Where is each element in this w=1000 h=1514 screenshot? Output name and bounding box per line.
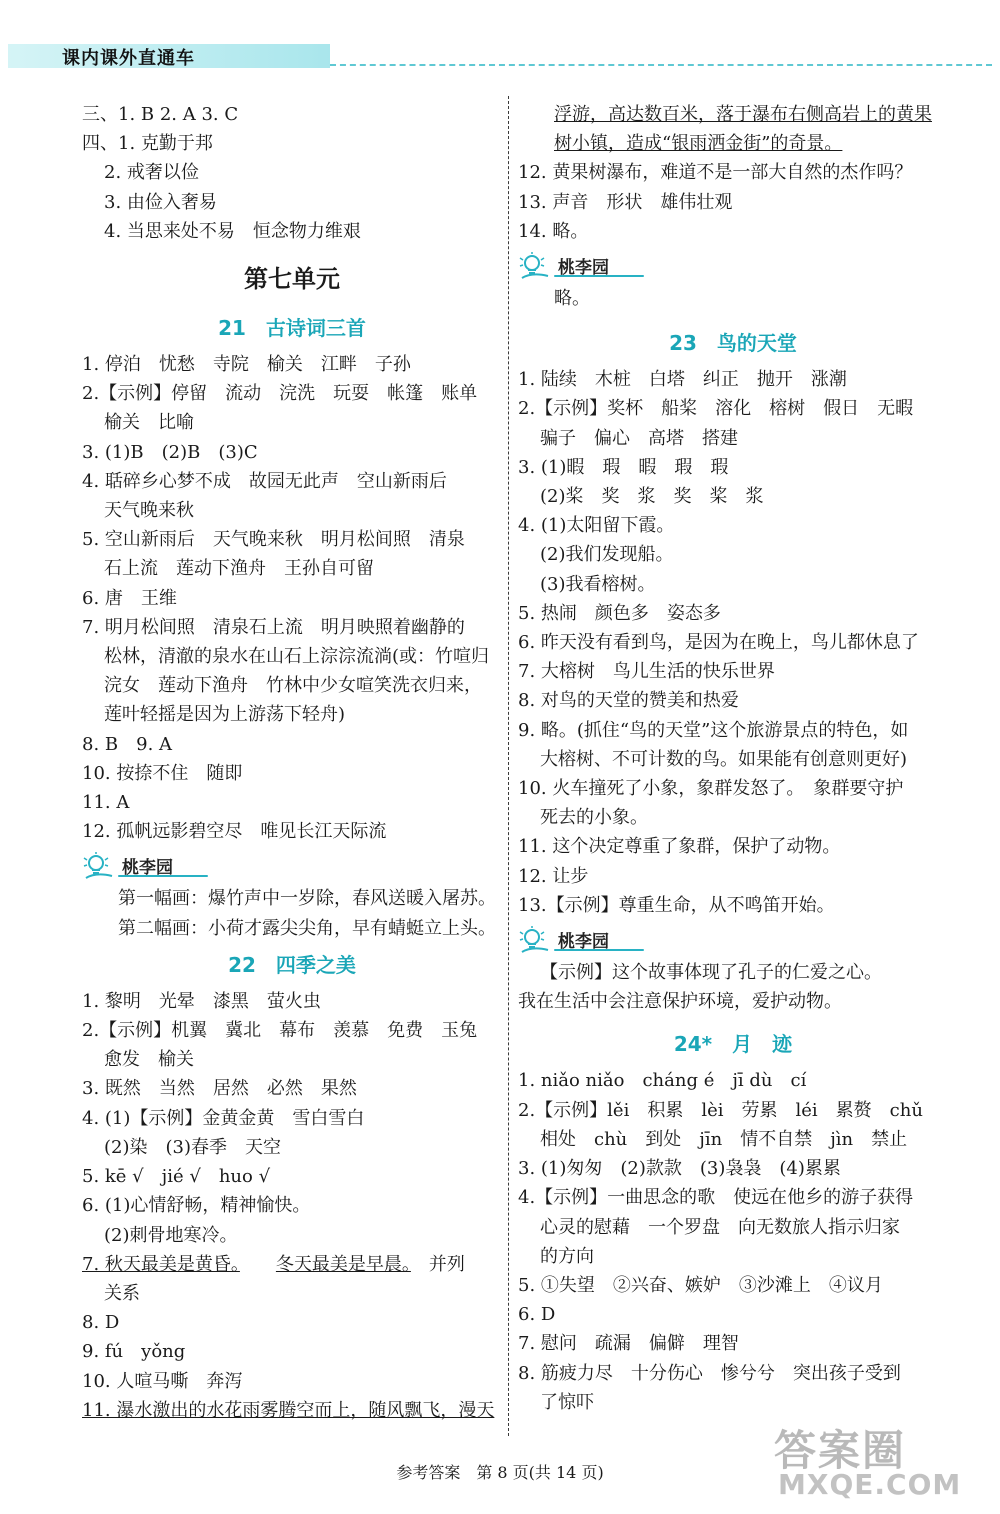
answer-line: 6. 昨天没有看到鸟，是因为在晚上，鸟儿都休息了 xyxy=(518,632,919,654)
answer-line: 1. niǎo niǎo cháng é jī dù cí xyxy=(518,1070,807,1092)
taoliyuan-label: 桃李园 xyxy=(558,258,609,279)
answer-line: 6. (1)心情舒畅，精神愉快。 xyxy=(82,1195,311,1217)
lesson-title: 四季之美 xyxy=(275,952,356,977)
answer-line: 松林，清澈的泉水在山石上淙淙流淌(或：竹喧归 xyxy=(104,646,490,668)
lesson-number: 24* xyxy=(673,1032,713,1057)
bulb-icon xyxy=(518,252,550,280)
answer-line: 关系 xyxy=(104,1282,140,1304)
answer-line: (2)刺骨地寒冷。 xyxy=(104,1224,238,1246)
answer-line: 了惊吓 xyxy=(540,1391,594,1413)
answer-line: 5. ①失望 ②兴奋、嫉妒 ③沙滩上 ④议月 xyxy=(518,1274,883,1296)
watermark-cn: 答案圈 xyxy=(774,1426,907,1475)
answer-line: 石上流 莲动下渔舟 王孙自可留 xyxy=(104,558,374,580)
answer-line: 四、1. 克勤于邦 xyxy=(82,133,213,155)
answer-line xyxy=(82,1250,502,1279)
answer-line: 8. 对鸟的天堂的赞美和热爱 xyxy=(518,690,739,712)
left-column xyxy=(82,100,502,1425)
answer-line: 3. (1)暇 瑕 暇 瑕 瑕 xyxy=(518,456,729,478)
answer-line: 5. kē √ jié √ huo √ xyxy=(82,1166,271,1188)
answer-line: 11. A xyxy=(82,792,130,814)
lesson-title: 古诗词三首 xyxy=(265,316,366,341)
page-header xyxy=(0,40,1000,70)
answer-line: 大榕树、不可计数的鸟。如果能有创意则更好) xyxy=(540,748,908,770)
answer-line: 死去的小象。 xyxy=(540,807,648,829)
watermark-en: MXQE.COM xyxy=(778,1468,962,1501)
lesson-heading-23 xyxy=(518,321,948,365)
bulb-icon xyxy=(82,852,114,880)
taoliyuan-underline xyxy=(554,949,644,951)
lesson-number: 23 xyxy=(669,331,697,356)
answer-line: 3. (1)匆匆 (2)款款 (3)袅袅 (4)累累 xyxy=(518,1158,841,1180)
taoliyuan-section xyxy=(82,850,502,882)
answer-line: 相处 chù 到处 jīn 情不自禁 jìn 禁止 xyxy=(540,1128,908,1150)
lesson-title: 月 迹 xyxy=(732,1032,793,1057)
answer-line: (2)我们发现船。 xyxy=(540,544,674,566)
taoliyuan-label: 桃李园 xyxy=(122,858,173,879)
answer-line: 11. 这个决定尊重了象群，保护了动物。 xyxy=(518,836,841,858)
answer-line: 12. 让步 xyxy=(518,865,589,887)
answer-line: 4. (1)【示例】金黄金黄 雪白雪白 xyxy=(82,1107,365,1129)
underlined-answer: 冬天最美是早晨。 xyxy=(275,1253,411,1275)
answer-line: 莲叶轻摇是因为上游荡下轻舟) xyxy=(104,704,346,726)
header-dashed-line xyxy=(330,64,992,66)
answer-line: (2)染 (3)春季 天空 xyxy=(104,1136,281,1158)
answer-line: 1. 停泊 忧愁 寺院 榆关 江畔 子孙 xyxy=(82,354,411,376)
answer-line: 12. 黄果树瀑布，难道不是一部大自然的杰作吗？ xyxy=(518,162,913,184)
answer-line: 1. 陆续 木桩 白塔 纠正 抛开 涨潮 xyxy=(518,369,847,391)
answer-line: 第一幅画：爆竹声中一岁除，春风送暖入屠苏。 xyxy=(118,888,496,910)
answer-line: 4. (1)太阳留下霞。 xyxy=(518,515,675,537)
answer-line: 我在生活中会注意保护环境，爱护动物。 xyxy=(518,991,842,1013)
answer-text: 并列 xyxy=(428,1253,465,1275)
answer-line: 4. 聒碎乡心梦不成 故园无此声 空山新雨后 xyxy=(82,470,447,492)
answer-line: 【示例】这个故事体现了孔子的仁爱之心。 xyxy=(540,962,882,984)
answer-line: 2.【示例】停留 流动 浣洗 玩耍 帐篷 账单 xyxy=(82,383,478,405)
answer-line: 8. D xyxy=(82,1312,120,1334)
lesson-number: 21 xyxy=(218,316,246,341)
unit-title: 第七单元 xyxy=(244,264,340,294)
answer-line: 10. 按捺不住 随即 xyxy=(82,762,243,784)
answer-line: 11. 瀑水激出的水花雨雾腾空而上，随风飘飞，漫天 xyxy=(82,1399,495,1421)
answer-line: 7. 明月松间照 清泉石上流 明月映照着幽静的 xyxy=(82,616,465,638)
answer-line: 愈发 榆关 xyxy=(104,1049,194,1071)
bulb-icon xyxy=(518,926,550,954)
answer-line: 榆关 比喻 xyxy=(104,412,194,434)
answer-line: 2.【示例】lěi 积累 lèi 劳累 léi 累赘 chǔ xyxy=(518,1099,923,1121)
taoliyuan-underline xyxy=(554,275,644,277)
taoliyuan-section xyxy=(518,250,948,282)
answer-line: 3. 既然 当然 居然 必然 果然 xyxy=(82,1078,357,1100)
answer-line: 6. 唐 王维 xyxy=(82,587,177,609)
underlined-answer: 7. 秋天最美是黄昏。 xyxy=(82,1253,240,1275)
answer-line: 6. D xyxy=(518,1304,556,1326)
answer-line: 4.【示例】一曲思念的歌 使远在他乡的游子获得 xyxy=(518,1187,914,1209)
column-divider xyxy=(508,96,509,1436)
lesson-heading-24 xyxy=(518,1022,948,1066)
lesson-title: 鸟的天堂 xyxy=(716,331,797,356)
answer-line: 2.【示例】奖杯 船桨 溶化 榕树 假日 无暇 xyxy=(518,398,914,420)
answer-line: 4. 当思来处不易 恒念物力维艰 xyxy=(104,220,361,242)
answer-line: 天气晚来秋 xyxy=(104,500,194,522)
answer-line: 9. 略。(抓住“鸟的天堂”这个旅游景点的特色，如 xyxy=(518,719,909,741)
answer-line: 树小镇，造成“银雨洒金街”的奇景。 xyxy=(554,133,843,155)
answer-line: 浣女 莲动下渔舟 竹林中少女喧笑洗衣归来， xyxy=(104,675,482,697)
answer-line: 浮游，高达数百米，落于瀑布右侧高岩上的黄果 xyxy=(554,104,932,125)
answer-line: 13.【示例】尊重生命，从不鸣笛开始。 xyxy=(518,894,835,916)
answer-line: 3. (1)B (2)B (3)C xyxy=(82,441,258,463)
lesson-heading-21 xyxy=(82,306,502,350)
answer-line: 5. 热闹 颜色多 姿态多 xyxy=(518,602,721,624)
answer-line: 8. B 9. A xyxy=(82,733,173,755)
answer-line: 略。 xyxy=(554,288,590,310)
taoliyuan-section xyxy=(518,924,948,956)
answer-line: 13. 声音 形状 雄伟壮观 xyxy=(518,191,733,213)
answer-line: 7. 慰问 疏漏 偏僻 理智 xyxy=(518,1333,739,1355)
answer-line: 心灵的慰藉 一个罗盘 向无数旅人指示归家 xyxy=(540,1216,900,1238)
answer-line: 7. 大榕树 鸟儿生活的快乐世界 xyxy=(518,661,775,683)
answer-line: 三、1. B 2. A 3. C xyxy=(82,104,239,125)
answer-line: 10. 人喧马嘶 奔泻 xyxy=(82,1370,243,1392)
answer-line: 骗子 偏心 高塔 搭建 xyxy=(540,427,738,449)
answer-line: (3)我看榕树。 xyxy=(540,573,656,595)
lesson-number: 22 xyxy=(228,952,256,977)
answer-line: 5. 空山新雨后 天气晚来秋 明月松间照 清泉 xyxy=(82,529,465,551)
watermark-logo xyxy=(764,1418,984,1508)
answer-line: 14. 略。 xyxy=(518,220,589,242)
answer-line: 9. fú yǒng xyxy=(82,1341,186,1363)
answer-line: 第二幅画：小荷才露尖尖角，早有蜻蜓立上头。 xyxy=(118,917,496,939)
answer-line: 2.【示例】机翼 冀北 幕布 羡慕 免费 玉兔 xyxy=(82,1020,478,1042)
answer-line: (2)桨 奖 浆 奖 桨 浆 xyxy=(540,486,764,508)
answer-line: 2. 戒奢以俭 xyxy=(104,162,199,184)
right-column xyxy=(518,100,948,1417)
answer-line: 的方向 xyxy=(540,1245,594,1267)
answer-line: 8. 筋疲力尽 十分伤心 惨兮兮 突出孩子受到 xyxy=(518,1362,901,1384)
header-title: 课内课外直通车 xyxy=(62,48,195,69)
page-footer: 参考答案 第 8 页(共 14 页) xyxy=(396,1463,604,1482)
answer-line: 1. 黎明 光晕 漆黑 萤火虫 xyxy=(82,990,321,1012)
answer-line: 12. 孤帆远影碧空尽 唯见长江天际流 xyxy=(82,821,387,843)
answer-line: 3. 由俭入奢易 xyxy=(104,191,217,213)
answer-line: 10. 火车撞死了小象，象群发怒了。 象群要守护 xyxy=(518,778,904,800)
lesson-heading-22 xyxy=(82,943,502,987)
taoliyuan-label: 桃李园 xyxy=(558,932,609,953)
